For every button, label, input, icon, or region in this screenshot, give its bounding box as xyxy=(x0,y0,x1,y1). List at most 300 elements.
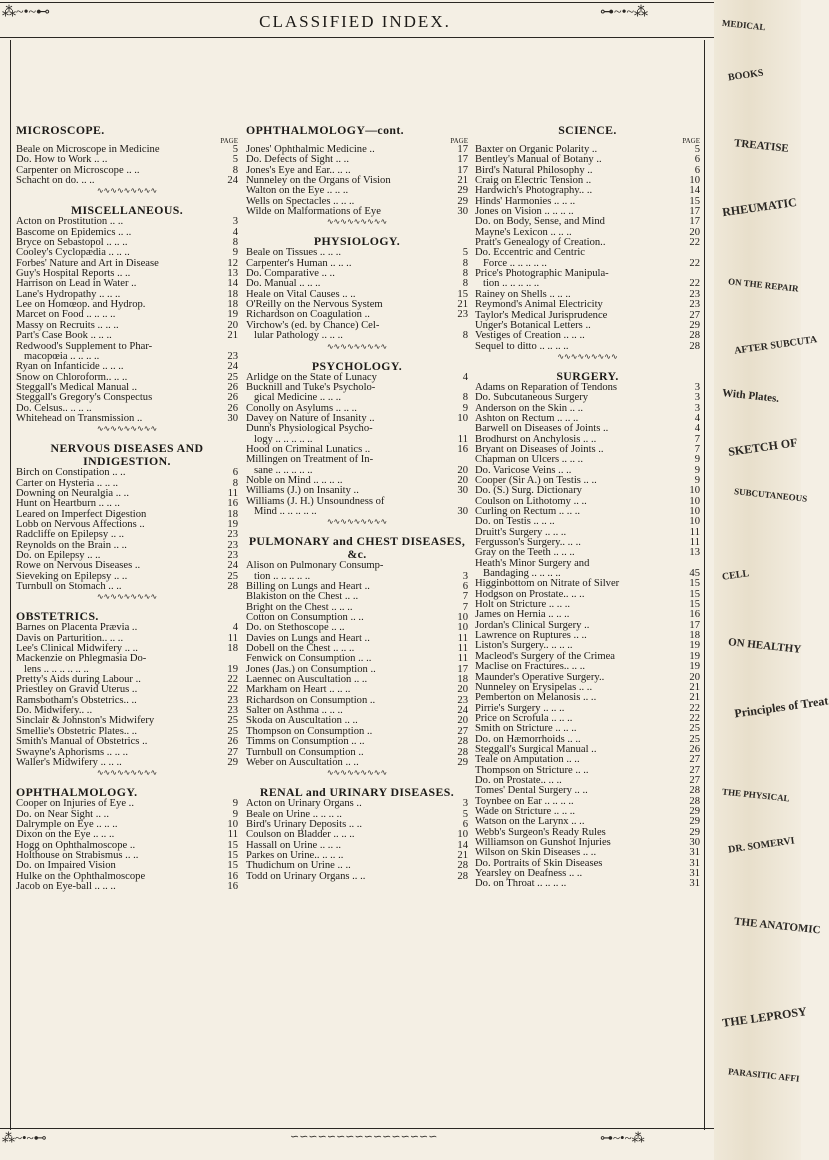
index-entry xyxy=(246,393,468,403)
entry-title: Liston's Surgery.. .. .. .. xyxy=(475,640,573,652)
entry-page-number: 25 xyxy=(689,733,700,745)
entry-page-number: 22 xyxy=(689,237,700,249)
entry-page-number: 24 xyxy=(227,361,238,373)
page-column-label: PAGE xyxy=(450,137,468,145)
entry-title: Mind .. .. .. .. .. xyxy=(254,505,317,517)
entry-page-number: 29 xyxy=(457,185,468,197)
footer-ornament-center: ∽∽∽∽∽∽∽∽∽∽∽∽∽∽∽∽ xyxy=(290,1131,438,1143)
page-column-label: PAGE xyxy=(682,137,700,145)
entry-page-number: 14 xyxy=(227,278,238,290)
entry-title: Wilson on Skin Diseases .. .. xyxy=(475,847,597,859)
entry-page-number: 19 xyxy=(227,518,238,530)
index-entry xyxy=(16,176,238,186)
entry-page-number: 20 xyxy=(457,715,468,727)
entry-page-number: 19 xyxy=(227,309,238,321)
entry-title: Mackenzie on Phlegmasia Do- xyxy=(16,653,147,665)
entry-page-number: 27 xyxy=(689,754,700,766)
entry-title: Millingen on Treatment of In- xyxy=(246,454,374,466)
entry-title: Cotton on Consumption .. .. xyxy=(246,612,364,624)
entry-page-number: 8 xyxy=(462,330,468,342)
entry-page-number: 5 xyxy=(462,247,468,259)
entry-page-number: 24 xyxy=(227,175,238,187)
entry-title: Cooper (Sir A.) on Testis .. .. xyxy=(475,474,597,486)
entry-page-number: 10 xyxy=(457,829,468,841)
entry-title: Virchow's (ed. by Chance) Cel- xyxy=(246,319,380,331)
entry-page-number: 17 xyxy=(457,144,468,155)
entry-page-number: 16 xyxy=(227,880,238,892)
entry-page-number: 24 xyxy=(227,560,238,572)
section-heading: MISCELLANEOUS. xyxy=(70,203,184,218)
entry-title: Carter on Hysteria .. .. .. xyxy=(16,477,119,489)
entry-page-number: 45 xyxy=(689,568,700,580)
entry-title: Pratt's Genealogy of Creation.. xyxy=(475,237,606,249)
entry-title: Turnbull on Stomach .. .. xyxy=(16,581,122,593)
entry-title: Sinclair & Johnston's Midwifery xyxy=(16,715,155,727)
entry-page-number: 18 xyxy=(457,674,468,686)
entry-title: Force .. .. .. .. .. xyxy=(483,257,547,269)
entry-title: Forbes' Nature and Art in Disease xyxy=(16,257,159,269)
entry-title: Maunder's Operative Surgery.. xyxy=(475,671,605,683)
entry-title: Reynolds on the Brain .. .. xyxy=(16,539,127,551)
index-entry xyxy=(16,582,238,592)
section-heading: NERVOUS DISEASES AND INDIGESTION. xyxy=(50,441,204,469)
entry-title: Unger's Botanical Letters .. xyxy=(475,319,591,331)
entry-title: Bryce on Sebastopol .. .. .. xyxy=(16,237,128,249)
entry-page-number: 17 xyxy=(457,663,468,675)
entry-page-number: 8 xyxy=(462,278,468,290)
entry-title: Do. on Hæmorrhoids .. .. xyxy=(475,733,581,745)
section-heading: PULMONARY and CHEST DISEASES, &c. xyxy=(248,534,466,562)
entry-page-number: 9 xyxy=(694,474,700,486)
spine-text: THE LEPROSY xyxy=(721,1004,808,1030)
entry-page-number: 29 xyxy=(689,805,700,817)
entry-page-number: 15 xyxy=(457,288,468,300)
entry-page-number: 28 xyxy=(457,870,468,882)
index-entry xyxy=(16,758,238,768)
index-column-2 xyxy=(246,124,468,882)
entry-page-number: 18 xyxy=(227,288,238,300)
entry-title: Wells on Spectacles .. .. .. xyxy=(246,195,355,207)
section-heading: RENAL and URINARY DISEASES. xyxy=(259,785,455,800)
entry-title: Parkes on Urine.. .. .. .. xyxy=(246,849,344,861)
entry-page-number: 5 xyxy=(232,154,238,166)
entry-page-number: 3 xyxy=(694,381,700,393)
entry-page-number: 4 xyxy=(694,412,700,424)
entry-title: Taylor's Medical Jurisprudence xyxy=(475,309,608,321)
entry-title: Bryant on Diseases of Joints .. xyxy=(475,443,604,455)
entry-title: Carpenter on Microscope .. .. xyxy=(16,164,140,176)
entry-title: Lee on Homœop. and Hydrop. xyxy=(16,299,146,311)
entry-page-number: 29 xyxy=(689,826,700,838)
entry-page-number: 29 xyxy=(457,756,468,768)
index-entry xyxy=(475,662,700,672)
entry-page-number: 23 xyxy=(457,694,468,706)
entry-page-number: 21 xyxy=(689,681,700,693)
entry-title: Davey on Nature of Insanity .. xyxy=(246,412,375,424)
entry-title: Do. Manual .. .. .. xyxy=(246,278,321,290)
entry-title: Do. on Impaired Vision xyxy=(16,860,116,872)
entry-title: Ashton on Rectum .. .. .. xyxy=(475,412,579,424)
index-entry xyxy=(475,879,700,889)
entry-page-number: 7 xyxy=(462,591,468,603)
entry-page-number: 19 xyxy=(689,640,700,652)
entry-title: Hogg on Ophthalmoscope .. xyxy=(16,839,136,851)
entry-page-number: 27 xyxy=(457,725,468,737)
entry-page-number: 21 xyxy=(457,849,468,861)
entry-title: Schacht on do. .. .. xyxy=(16,175,95,187)
entry-page-number: 22 xyxy=(689,278,700,290)
index-entry xyxy=(475,724,700,734)
index-entry xyxy=(475,300,700,310)
entry-title: Nunneley on the Organs of Vision xyxy=(246,175,391,187)
entry-title: Smith's Manual of Obstetrics .. xyxy=(16,736,148,748)
entry-page-number: 6 xyxy=(462,818,468,830)
entry-title: Beale on Microscope in Medicine xyxy=(16,144,160,155)
index-entry xyxy=(16,882,238,892)
entry-page-number: 30 xyxy=(457,485,468,497)
entry-page-number: 26 xyxy=(227,381,238,393)
entry-title: Brodhurst on Anchylosis .. .. xyxy=(475,433,597,445)
entry-page-number: 10 xyxy=(689,516,700,528)
entry-page-number: 16 xyxy=(457,443,468,455)
entry-page-number: 12 xyxy=(227,257,238,269)
entry-page-number: 13 xyxy=(227,268,238,280)
entry-page-number: 29 xyxy=(689,816,700,828)
entry-title: Ramsbotham's Obstetrics.. .. xyxy=(16,694,137,706)
entry-page-number: 21 xyxy=(227,330,238,342)
page-title: CLASSIFIED INDEX. xyxy=(259,12,451,31)
entry-title: Turnbull on Consumption .. xyxy=(246,746,364,758)
entry-title: Alison on Pulmonary Consump- xyxy=(246,560,384,572)
entry-title: Blakiston on the Chest .. .. xyxy=(246,591,359,603)
entry-title: Jones' Ophthalmic Medicine .. xyxy=(246,144,375,155)
entry-page-number: 18 xyxy=(227,299,238,311)
entry-page-number: 22 xyxy=(227,684,238,696)
entry-page-number: 28 xyxy=(689,795,700,807)
entry-title: tion .. .. .. .. .. xyxy=(254,570,311,582)
entry-page-number: 22 xyxy=(689,257,700,269)
spine-text: ON HEALTHY xyxy=(727,636,802,656)
entry-title: Rainey on Shells .. .. .. xyxy=(475,288,571,300)
entry-page-number: 29 xyxy=(689,319,700,331)
entry-page-number: 27 xyxy=(689,774,700,786)
spine-text: PARASITIC AFFI xyxy=(727,1066,800,1084)
entry-page-number: 15 xyxy=(689,195,700,207)
index-column-3 xyxy=(475,124,700,890)
entry-title: Jones's Eye and Ear.. .. .. xyxy=(246,164,351,176)
entry-page-number: 7 xyxy=(694,433,700,445)
entry-page-number: 20 xyxy=(227,319,238,331)
index-entry xyxy=(246,507,468,517)
spine-text: Principles of Treat xyxy=(733,693,829,721)
entry-title: Cooper on Injuries of Eye .. xyxy=(16,798,134,810)
entry-title: Swayne's Aphorisms .. .. .. xyxy=(16,746,128,758)
header-ornament-left: ⁂~•~⊷ xyxy=(2,5,51,20)
entry-page-number: 15 xyxy=(689,588,700,600)
entry-title: Reymond's Animal Electricity xyxy=(475,299,603,311)
entry-title: Heale on Vital Causes .. .. xyxy=(246,288,356,300)
index-entry xyxy=(16,737,238,747)
entry-page-number: 23 xyxy=(689,288,700,300)
footer-ornament-left: ⁂~•~⊷ xyxy=(2,1130,47,1145)
title-rule xyxy=(0,37,714,38)
index-entry xyxy=(475,331,700,341)
entry-title: Price on Scrofula .. .. .. xyxy=(475,712,573,724)
entry-title: Birch on Constipation .. .. xyxy=(16,467,126,479)
entry-title: Hinds' Harmonies .. .. .. xyxy=(475,195,576,207)
entry-page-number: 20 xyxy=(457,684,468,696)
entry-title: Barwell on Diseases of Joints .. xyxy=(475,423,609,435)
entry-page-number: 11 xyxy=(457,632,468,644)
entry-page-number: 10 xyxy=(689,485,700,497)
entry-page-number: 10 xyxy=(689,175,700,187)
entry-page-number: 25 xyxy=(227,570,238,582)
entry-title: Do. Varicose Veins .. .. xyxy=(475,464,572,476)
entry-page-number: 20 xyxy=(689,226,700,238)
entry-page-number: 19 xyxy=(227,663,238,675)
entry-title: Gray on the Teeth .. .. .. xyxy=(475,547,575,559)
entry-title: Toynbee on Ear .. .. .. .. xyxy=(475,795,574,807)
entry-title: Yearsley on Deafness .. .. xyxy=(475,868,583,880)
section-divider-ornament: ∿∿∿∿∿∿∿∿∿ xyxy=(326,768,388,778)
entry-title: Druitt's Surgery .. .. .. xyxy=(475,526,567,538)
entry-page-number: 23 xyxy=(227,539,238,551)
entry-title: Macleod's Surgery of the Crimea xyxy=(475,650,615,662)
entry-page-number: 31 xyxy=(689,847,700,859)
entry-page-number: 30 xyxy=(457,206,468,218)
entry-page-number: 3 xyxy=(462,570,468,582)
entry-title: Massy on Recruits .. .. .. xyxy=(16,319,119,331)
entry-page-number: 4 xyxy=(232,226,238,238)
spine-text: CELL xyxy=(721,568,750,583)
entry-page-number: 11 xyxy=(457,653,468,665)
entry-title: Hassall on Urine .. .. .. xyxy=(246,839,342,851)
entry-page-number: 26 xyxy=(227,402,238,414)
entry-title: Do. on Testis .. .. .. xyxy=(475,516,555,528)
entry-page-number: 14 xyxy=(457,839,468,851)
entry-title: Snow on Chloroform.. .. .. xyxy=(16,371,128,383)
entry-title: Pemberton on Melanosis .. .. xyxy=(475,692,597,704)
spine-text: THE ANATOMIC xyxy=(733,915,822,937)
section-heading: MICROSCOPE. xyxy=(16,123,105,137)
entry-title: Thompson on Stricture .. .. xyxy=(475,764,589,776)
entry-page-number: 9 xyxy=(694,464,700,476)
entry-title: Pirrie's Surgery .. .. .. xyxy=(475,702,565,714)
left-border xyxy=(10,40,11,1130)
entry-page-number: 10 xyxy=(457,622,468,634)
footer-ornament-right: ⊶~•~⁂ xyxy=(600,1130,645,1145)
entry-page-number: 4 xyxy=(694,423,700,435)
entry-title: Downing on Neuralgia .. .. xyxy=(16,487,129,499)
section-divider-ornament: ∿∿∿∿∿∿∿∿∿ xyxy=(96,424,158,434)
index-entry xyxy=(475,393,700,403)
page-column-label: PAGE xyxy=(220,137,238,145)
spine-text: BOOKS xyxy=(727,67,765,84)
entry-page-number: 22 xyxy=(689,712,700,724)
entry-page-number: 17 xyxy=(689,216,700,228)
entry-page-number: 3 xyxy=(694,392,700,404)
entry-page-number: 10 xyxy=(689,506,700,517)
entry-title: macopœia .. .. .. .. xyxy=(24,350,100,362)
entry-title: Whitehead on Transmission .. xyxy=(16,412,143,424)
index-column-1 xyxy=(16,124,238,892)
entry-title: Nunneley on Erysipelas .. .. xyxy=(475,681,593,693)
entry-page-number: 29 xyxy=(457,195,468,207)
spine-text: DR. SOMERVI xyxy=(727,835,796,856)
entry-title: James on Hernia .. .. .. xyxy=(475,609,570,621)
entry-title: Do. on Near Sight .. .. xyxy=(16,808,109,820)
entry-title: Radcliffe on Epilepsy .. .. xyxy=(16,529,125,541)
entry-page-number: 10 xyxy=(457,612,468,624)
entry-page-number: 8 xyxy=(232,477,238,489)
entry-title: Hodgson on Prostate.. .. .. xyxy=(475,588,585,600)
entry-page-number: 11 xyxy=(457,643,468,655)
index-entry xyxy=(246,737,468,747)
index-entry xyxy=(246,331,468,341)
entry-title: Do. on Stethoscope .. .. xyxy=(246,622,345,634)
entry-title: Steggall's Surgical Manual .. xyxy=(475,743,597,755)
section-divider-ornament: ∿∿∿∿∿∿∿∿∿ xyxy=(96,186,158,196)
entry-title: Davis on Parturition.. .. .. xyxy=(16,632,124,644)
entry-page-number: 15 xyxy=(689,599,700,611)
entry-page-number: 6 xyxy=(694,154,700,166)
entry-title: Higginbottom on Nitrate of Silver xyxy=(475,578,620,590)
spine-text: TREATISE xyxy=(733,137,790,155)
entry-page-number: 15 xyxy=(227,849,238,861)
entry-title: Weber on Auscultation .. .. xyxy=(246,756,359,768)
entry-page-number: 18 xyxy=(227,508,238,520)
entry-page-number: 4 xyxy=(462,371,468,383)
entry-page-number: 9 xyxy=(232,798,238,810)
entry-title: Harrison on Lead in Water .. xyxy=(16,278,137,290)
entry-title: Dalrymple on Eye .. .. .. xyxy=(16,818,118,830)
spine-text: With Plates. xyxy=(721,387,780,405)
entry-title: Steggall's Medical Manual .. xyxy=(16,381,138,393)
entry-page-number: 14 xyxy=(689,185,700,197)
entry-title: Bentley's Manual of Botany .. xyxy=(475,154,602,166)
entry-page-number: 31 xyxy=(689,857,700,869)
spine-text: RHEUMATIC xyxy=(721,194,798,220)
entry-title: Pretty's Aids during Labour .. xyxy=(16,674,141,686)
entry-page-number: 29 xyxy=(227,756,238,768)
entry-title: Lee's Clinical Midwifery .. .. xyxy=(16,643,138,655)
entry-title: Do. on Prostate.. .. .. xyxy=(475,774,562,786)
entry-title: Adams on Reparation of Tendons xyxy=(475,381,618,393)
index-entry xyxy=(16,830,238,840)
entry-title: Ryan on Infanticide .. .. .. xyxy=(16,361,124,373)
entry-page-number: 31 xyxy=(689,878,700,890)
entry-page-number: 5 xyxy=(232,144,238,155)
section-heading: OPHTHALMOLOGY. xyxy=(16,785,138,800)
entry-title: Salter on Asthma .. .. .. xyxy=(246,705,343,717)
entry-title: Hunt on Heartburn .. .. .. xyxy=(16,498,120,510)
entry-title: Sequel to ditto .. .. .. .. xyxy=(475,340,569,352)
entry-title: Tomes' Dental Surgery .. .. xyxy=(475,785,588,797)
entry-title: Bird's Natural Philosophy .. xyxy=(475,164,593,176)
entry-title: Bright on the Chest .. .. .. xyxy=(246,601,353,613)
entry-page-number: 15 xyxy=(689,578,700,590)
entry-title: Do. How to Work .. .. xyxy=(16,154,108,166)
entry-title: Fergusson's Surgery.. .. .. xyxy=(475,537,581,549)
entry-page-number xyxy=(453,424,468,434)
entry-page-number: 9 xyxy=(694,454,700,466)
entry-title: Maclise on Fractures.. .. .. xyxy=(475,661,586,673)
entry-page-number: 20 xyxy=(457,474,468,486)
entry-page-number: 21 xyxy=(457,299,468,311)
entry-page-number: 3 xyxy=(462,798,468,810)
entry-page-number: 25 xyxy=(227,725,238,737)
top-rule xyxy=(0,2,714,3)
entry-title: Dobell on the Chest .. .. .. xyxy=(246,643,355,655)
entry-page-number: 10 xyxy=(227,818,238,830)
entry-page-number: 11 xyxy=(689,526,700,538)
entry-title: Priestley on Gravid Uterus .. xyxy=(16,684,138,696)
entry-title: Do. (S.) Surg. Dictionary xyxy=(475,485,582,497)
entry-page-number: 15 xyxy=(227,860,238,872)
entry-page-number: 30 xyxy=(227,412,238,424)
entry-title: Do. Comparative .. .. xyxy=(246,268,335,280)
entry-page-number: 27 xyxy=(689,764,700,776)
section-heading: PHYSIOLOGY. xyxy=(313,234,401,249)
index-entry xyxy=(246,758,468,768)
entry-title: Lane's Hydropathy .. .. .. xyxy=(16,288,121,300)
entry-title: Coulson on Bladder .. .. .. xyxy=(246,829,355,841)
entry-title: Noble on Mind .. .. .. .. xyxy=(246,474,343,486)
entry-page-number: 8 xyxy=(232,164,238,176)
entry-title: Leared on Imperfect Digestion xyxy=(16,508,147,520)
entry-page-number: 5 xyxy=(462,808,468,820)
index-entry xyxy=(246,424,468,434)
entry-title: Todd on Urinary Organs .. .. xyxy=(246,870,366,882)
entry-page-number: 10 xyxy=(457,412,468,424)
entry-page-number: 11 xyxy=(227,487,238,499)
entry-page-number: 15 xyxy=(227,839,238,851)
spine-text: SKETCH OF xyxy=(727,435,799,459)
entry-title: Richardson on Consumption .. xyxy=(246,694,376,706)
entry-title: Beale on Tissues .. .. .. xyxy=(246,247,342,259)
entry-page-number: 22 xyxy=(227,674,238,686)
entry-page-number: 9 xyxy=(462,402,468,414)
spine-text: THE PHYSICAL xyxy=(721,786,791,804)
entry-page-number: 26 xyxy=(227,736,238,748)
entry-title: Timms on Consumption .. .. xyxy=(246,736,365,748)
entry-title: Coulson on Lithotomy .. .. xyxy=(475,495,587,507)
entry-title: Do. on Throat .. .. .. .. xyxy=(475,878,567,890)
index-entry xyxy=(246,830,468,840)
entry-page-number: 7 xyxy=(694,443,700,455)
entry-title: Do. Portraits of Skin Diseases xyxy=(475,857,603,869)
entry-title: Wade on Stricture .. .. .. xyxy=(475,805,576,817)
index-entry xyxy=(475,342,700,352)
entry-page-number: 9 xyxy=(232,247,238,259)
entry-title: sane .. .. .. .. .. xyxy=(254,464,313,476)
section-divider-ornament: ∿∿∿∿∿∿∿∿∿ xyxy=(326,341,388,351)
entry-page-number: 7 xyxy=(462,601,468,613)
entry-page-number: 3 xyxy=(232,216,238,228)
entry-title: Do. Celsus.. .. .. .. xyxy=(16,402,92,414)
entry-page-number: 18 xyxy=(689,630,700,642)
section-divider-ornament: ∿∿∿∿∿∿∿∿∿ xyxy=(326,517,388,527)
entry-title: Webb's Surgeon's Ready Rules xyxy=(475,826,606,838)
entry-title: Lobb on Nervous Affections .. xyxy=(16,518,145,530)
section-divider-ornament: ∿∿∿∿∿∿∿∿∿ xyxy=(96,592,158,602)
entry-title: Do. on Epilepsy .. .. xyxy=(16,550,101,561)
entry-title: Bucknill and Tuke's Psycholo- xyxy=(246,381,376,393)
entry-page-number: 25 xyxy=(227,715,238,727)
entry-page-number: 20 xyxy=(457,464,468,476)
entry-page-number: 30 xyxy=(689,837,700,848)
entry-title: Wilde on Malformations of Eye xyxy=(246,206,381,218)
